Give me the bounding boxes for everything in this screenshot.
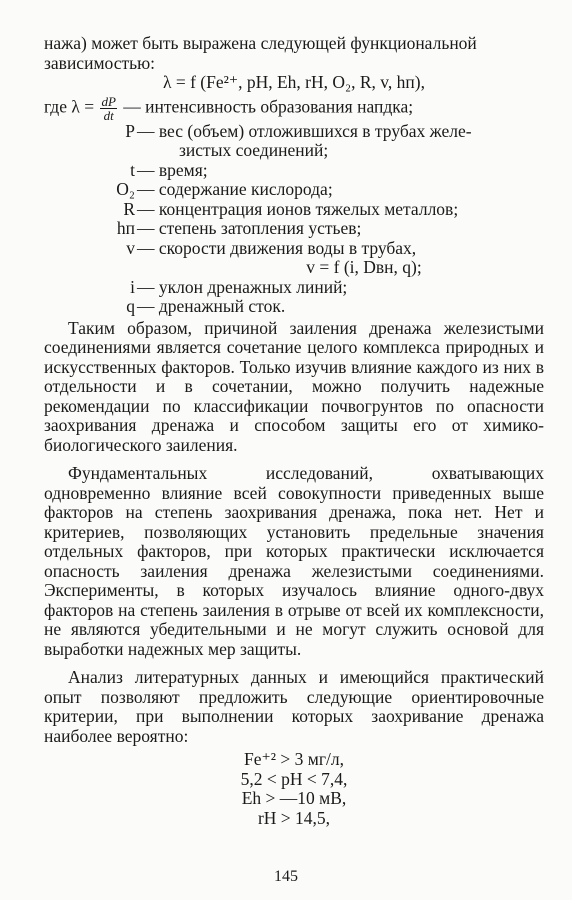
- paragraph-research: Фундаментальных исследований, охватывающих одновременно влияние всей совокупности приведенных выше факторов на степень заохривания дренажа, пока нет. Нет и критериев, позволяющих установить предельные значения отдельных факторов, при которых практически исключается опасность заиления дренажа железистыми соединениями. Эксперименты, в которых изучалось влияние одного-двух факторов на степень заиления в отрыве от всей их комплексности, не являются убедительными и не могут служить основой для выработки надежных мер защиты.: [44, 463, 544, 659]
- definition-symbol: hп: [116, 218, 135, 238]
- definition-item: [44, 297, 544, 317]
- definition-list: [44, 122, 544, 317]
- where-line: [44, 95, 544, 122]
- criterion: 5,2 < pH < 7,4,: [240, 768, 348, 789]
- definition-text: — дренажный сток.: [137, 296, 286, 316]
- definition-item: [44, 122, 544, 142]
- definition-text: — вес (объем) отложившихся в трубах желе-: [137, 120, 472, 141]
- criterion: Eh > —10 мВ,: [241, 788, 347, 808]
- sub-formula: v = f (i, Dвн, q);: [306, 257, 422, 277]
- fraction-denominator: dt: [103, 107, 114, 123]
- definition-item: [44, 141, 544, 161]
- criterion: Fe⁺² > 3 мг/л,: [244, 749, 344, 769]
- page-body: [44, 34, 544, 828]
- criterion: rH > 14,5,: [257, 807, 331, 828]
- definition-symbol: v: [126, 237, 135, 258]
- intro-line-2: зависимостью:: [44, 52, 156, 73]
- definition-text: — время;: [137, 159, 208, 180]
- paragraph-causes: Таким образом, причиной заиления дренажа железистыми соединениями является сочетание целого комплекса природных и искусственных факторов. Только изучив влияние каждого из них в отдельности и в сочетании, можно получить надежные рекомендации по классификации почвогрунтов по опасности заохривания дренажа и способом защиты его от химико-биологического заиления.: [44, 317, 544, 455]
- main-formula: λ = f (Fe²⁺, pH, Eh, rH, O₂, R, v, hп),: [162, 72, 425, 92]
- definition-text: — содержание кислорода;: [137, 179, 333, 199]
- definition-symbol: P: [125, 120, 135, 141]
- paragraph-criteria-intro: Анализ литературных данных и имеющийся практический опыт позволяют предложить следующие ориентировочные критерии, при выполнении которых заохривание дренажа наиболее вероятно:: [44, 667, 544, 746]
- intro-line-1: нажа) может быть выражена следующей функциональной: [44, 33, 477, 53]
- definition-text: — концентрация ионов тяжелых металлов;: [137, 198, 459, 219]
- definition-item: [44, 219, 544, 239]
- definition-symbol: O₂: [116, 179, 135, 199]
- definition-symbol: R: [123, 198, 135, 219]
- page-number: 145: [274, 868, 298, 885]
- derivative-fraction: [100, 95, 116, 122]
- definition-symbol: q: [126, 296, 135, 316]
- criteria-list: [44, 750, 544, 828]
- fraction-numerator: dP: [101, 93, 116, 109]
- where-prefix: где λ =: [44, 96, 95, 117]
- where-text: — интенсивность образования напдка;: [123, 96, 414, 117]
- definition-text: зистых соединений;: [179, 140, 329, 160]
- definition-item: [44, 180, 544, 200]
- definition-item: [44, 200, 544, 220]
- definition-item: [44, 278, 544, 298]
- definition-symbol: t: [130, 159, 135, 180]
- definition-text: — уклон дренажных линий;: [137, 276, 348, 297]
- definition-item: [44, 161, 544, 181]
- definition-symbol: i: [130, 276, 135, 297]
- definition-item: [44, 239, 544, 259]
- definition-text: — степень затопления устьев;: [137, 218, 362, 238]
- definition-text: — скорости движения воды в трубах,: [137, 237, 417, 258]
